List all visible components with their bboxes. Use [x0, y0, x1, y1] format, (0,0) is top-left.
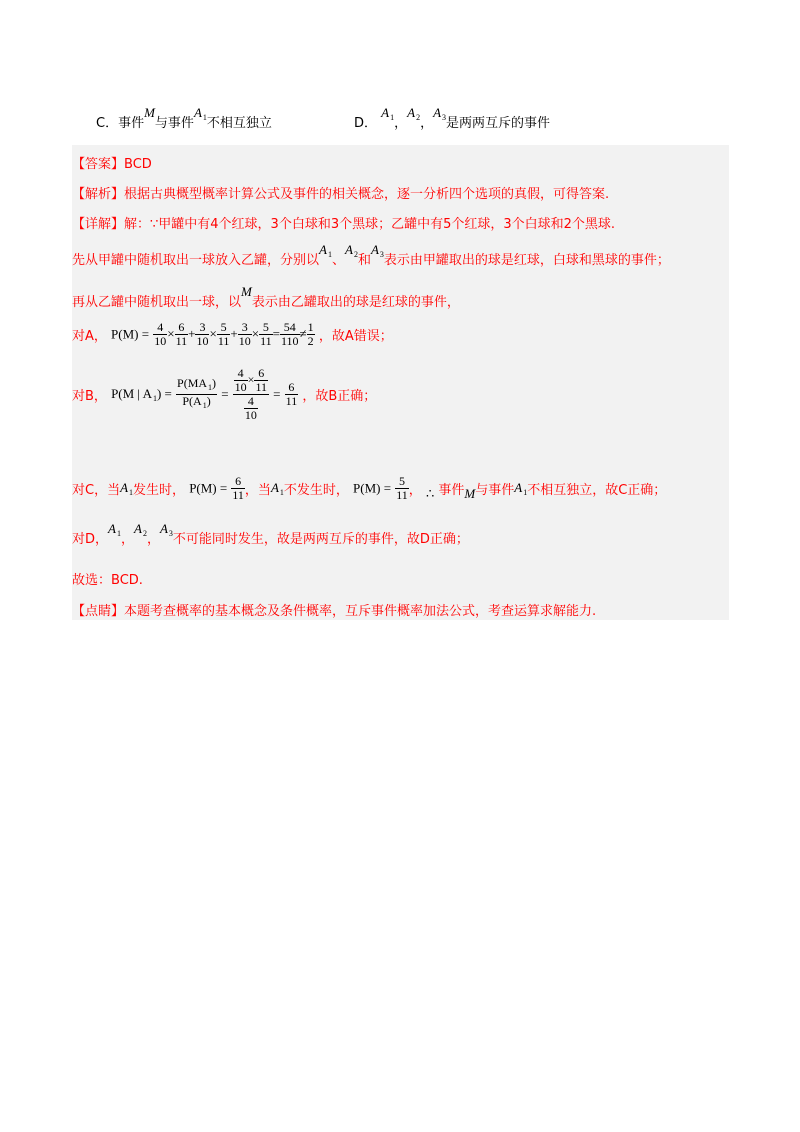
symbol-m: M [144, 105, 155, 120]
option-d: D． $A_1$，$A_2$，$A_3$是两两互斥的事件 [354, 105, 551, 131]
step2-line: 再从乙罐中随机取出一球，以M表示由乙罐取出的球是红球的事件， [72, 284, 460, 310]
fraction: $\frac{3}{10}$ [238, 320, 251, 348]
analysis-line: 【解析】根据古典概型概率计算公式及事件的相关概念，逐一分析四个选项的真假，可得答案. [72, 187, 610, 202]
option-c-suffix: 不相互独立 [206, 116, 272, 131]
fraction: $\frac{4}{10}$ [154, 320, 167, 348]
symbol-a1: $A_1$ [319, 242, 332, 259]
symbol-a1: $A_1$ [193, 105, 207, 122]
fraction: $\frac{4}{10}$ [234, 366, 247, 394]
symbol-a3: $A_3$ [159, 521, 173, 538]
symbol-a1: $A_1$ [270, 480, 284, 497]
fraction: $\frac{5}{11}$ [396, 474, 408, 502]
option-c-prefix: C．事件 [96, 116, 145, 131]
fraction: $\frac{3}{10}$ [196, 320, 209, 348]
option-d-prefix: D． [354, 116, 378, 131]
fraction: $\frac{P(MA_1)}{P(A_1)}$ [177, 376, 217, 410]
symbol-a1: $A_1$ [381, 105, 395, 122]
fraction: $\frac{1}{2}$ [307, 320, 314, 348]
fraction: $\frac{6}{11}$ [232, 474, 244, 502]
case-c-line: 对C，当$A_1$发生时， P(M) = $\frac{6}{11}$ ，当$A_1$不发生时， P(M) = $\frac{5}{11}$ ， ∴ 事件M与事件$A_1$不相互独立，故C正确； [72, 474, 667, 502]
fraction: $\frac{6}{11}$ [285, 380, 298, 408]
symbol-m: M [464, 486, 476, 501]
case-a-line: 对A， P(M) = $\frac{4}{10}$ × $\frac{6}{11}$ + $\frac{3}{10}$ × $\frac{5}{11}$ + $\frac{3}{10}$ × $\frac{5}{11}$ = $\frac{54}{110}$ ≠ $\frac{1}{2}$ ，故A错误； [72, 320, 393, 348]
symbol-a1: $A_1$ [514, 480, 528, 497]
fraction: $\frac{5}{11}$ [217, 320, 230, 348]
symbol-a1: $A_1$ [120, 480, 134, 497]
symbol-a1: $A_1$ [108, 521, 121, 538]
option-c-mid: 与事件 [154, 116, 194, 131]
detail-line: 【详解】解：∵甲罐中有4个红球，3个白球和3个黑球；乙罐中有5个红球，3个白球和2个黑球. [72, 217, 616, 232]
choose-line: 故选：BCD. [72, 573, 143, 588]
step1-line: 先从甲罐中随机取出一球放入乙罐，分别以$A_1$、$A_2$和$A_3$表示由甲罐取出的球是红球，白球和黑球的事件； [72, 242, 670, 268]
compound-fraction: $\frac{4}{10}$ × $\frac{6}{11}$ $\frac{4}{10}$ [234, 366, 268, 422]
fraction: $\frac{4}{10}$ [244, 394, 257, 422]
solution-box [72, 145, 729, 620]
symbol-a2: $A_2$ [344, 242, 358, 259]
options-row [96, 100, 716, 140]
comment-line: 【点睛】本题考查概率的基本概念及条件概率，互斥事件概率加法公式，考查运算求解能力. [72, 604, 597, 619]
case-b-line: 对B， P(M | $A_1$) = $\frac{P(MA_1)}{P(A_1)}$ = $\frac{4}{10}$ × $\frac{6}{11}$ $\frac{4}{10}$ = $\frac{6}{11}$ ，故B正确； [72, 366, 377, 422]
fraction: $\frac{6}{11}$ [175, 320, 188, 348]
symbol-a3: $A_3$ [370, 242, 384, 259]
symbol-m: M [241, 284, 252, 299]
fraction: $\frac{54}{110}$ [280, 320, 299, 348]
option-d-suffix: 是两两互斥的事件 [446, 116, 551, 131]
fraction: $\frac{6}{11}$ [255, 366, 268, 394]
case-d-line: 对D，$A_1$，$A_2$，$A_3$不可能同时发生，故是两两互斥的事件，故D正确； [72, 521, 469, 547]
fraction: $\frac{5}{11}$ [260, 320, 272, 348]
symbol-a3: $A_3$ [433, 105, 447, 122]
symbol-a2: $A_2$ [133, 521, 147, 538]
symbol-a2: $A_2$ [407, 105, 421, 122]
option-c [96, 105, 272, 132]
answer-line: 【答案】BCD [72, 157, 152, 172]
